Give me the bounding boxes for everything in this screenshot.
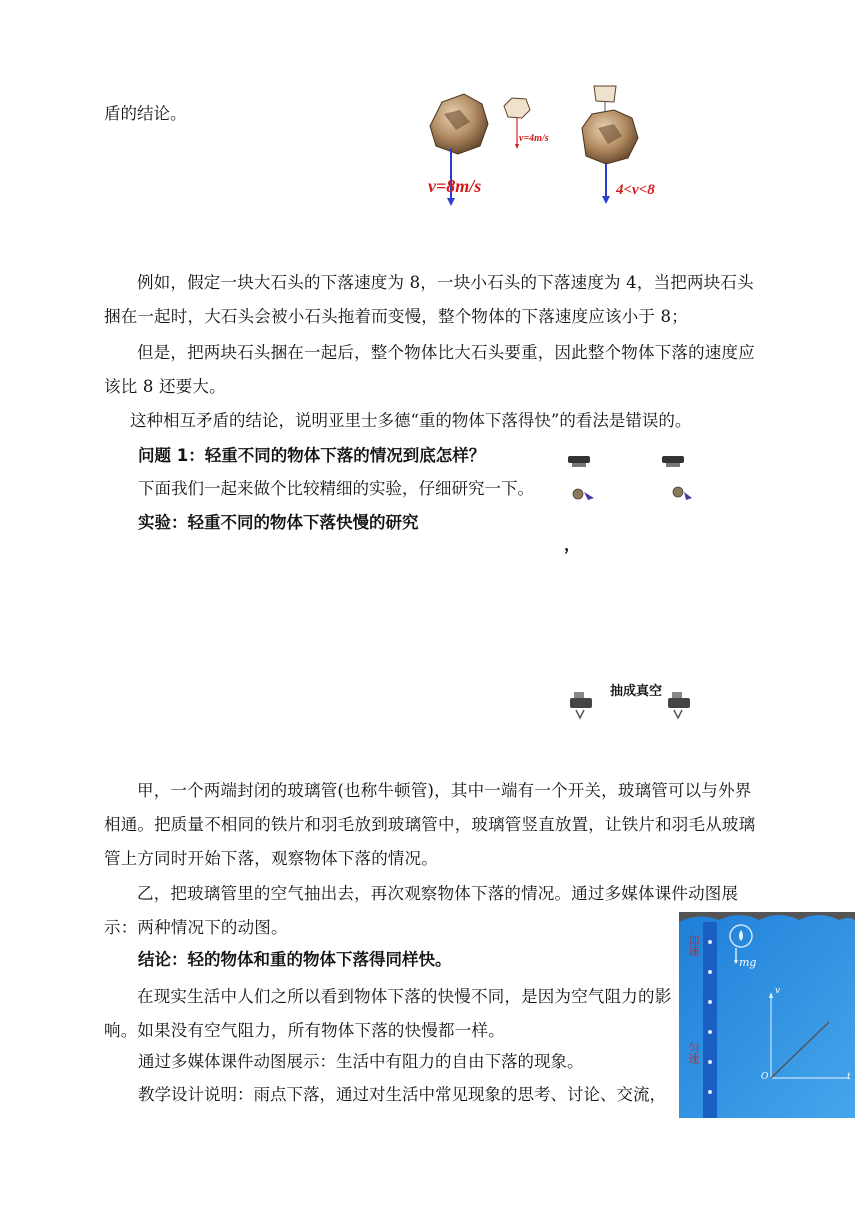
newton-tube-figure <box>560 448 710 728</box>
paragraph-3: 这种相互矛盾的结论，说明亚里士多德“重的物体下落得快”的看法是错误的。 <box>130 411 692 430</box>
vacuum-label: 抽成真空 <box>610 684 663 699</box>
mg-label: mg <box>739 956 757 969</box>
v-axis-label: v <box>775 986 781 996</box>
stray-comma: ， <box>564 535 581 554</box>
label-v4: v=4m/s <box>519 133 549 144</box>
question-1: 问题 1：轻重不同的物体下落的情况到底怎样？ <box>138 446 486 465</box>
paragraph-7: 在现实生活中人们之所以看到物体下落的快慢不同，是因为空气阻力的影响。如果没有空气阻力，所有物体下落的快慢都一样。 <box>104 987 672 1040</box>
raindrop-figure <box>679 912 855 1118</box>
origin-label: O <box>761 1072 769 1082</box>
rain-illustration <box>679 912 855 1118</box>
paragraph-2: 但是，把两块石头捆在一起后，整个物体比大石头要重，因此整个物体下落的速度应该比 8 还要大。 <box>104 343 755 396</box>
paragraph-8: 通过多媒体课件动图展示：生活中有阻力的自由下落的现象。 <box>138 1052 584 1071</box>
uniform-label: 匀速 <box>687 1042 700 1064</box>
label-range: 4<v<8 <box>616 182 655 198</box>
paragraph-4: 下面我们一起来做个比较精细的实验，仔细研究一下。 <box>138 479 534 498</box>
paragraph-6: 乙，把玻璃管里的空气抽出去，再次观察物体下落的情况。通过多媒体课件动图展示：两种情况下的动图。 <box>104 884 739 937</box>
paragraph-1: 例如，假定一块大石头的下落速度为 8，一块小石头的下落速度为 4，当把两块石头捆在一起时，大石头会被小石头拖着而变慢，整个物体的下落速度应该小于 8； <box>104 273 754 326</box>
experiment-title: 实验：轻重不同的物体下落快慢的研究 <box>138 513 419 532</box>
top-text: 盾的结论。 <box>104 104 187 123</box>
stones-figure <box>420 84 680 214</box>
label-v8: v=8m/s <box>428 176 482 196</box>
conclusion: 结论：轻的物体和重的物体下落得同样快。 <box>138 950 452 969</box>
accel-label: 加速 <box>687 934 700 956</box>
t-axis-label: t <box>847 1072 851 1082</box>
paragraph-9: 教学设计说明：雨点下落，通过对生活中常见现象的思考、讨论、交流， <box>138 1085 666 1104</box>
paragraph-5: 甲，一个两端封闭的玻璃管(也称牛顿管)，其中一端有一个开关，玻璃管可以与外界相通。把质量不相同的铁片和羽毛放到玻璃管中，玻璃管竖直放置，让铁片和羽毛从玻璃管上方同时开始下落，观察物体下落的情况。 <box>104 781 756 868</box>
